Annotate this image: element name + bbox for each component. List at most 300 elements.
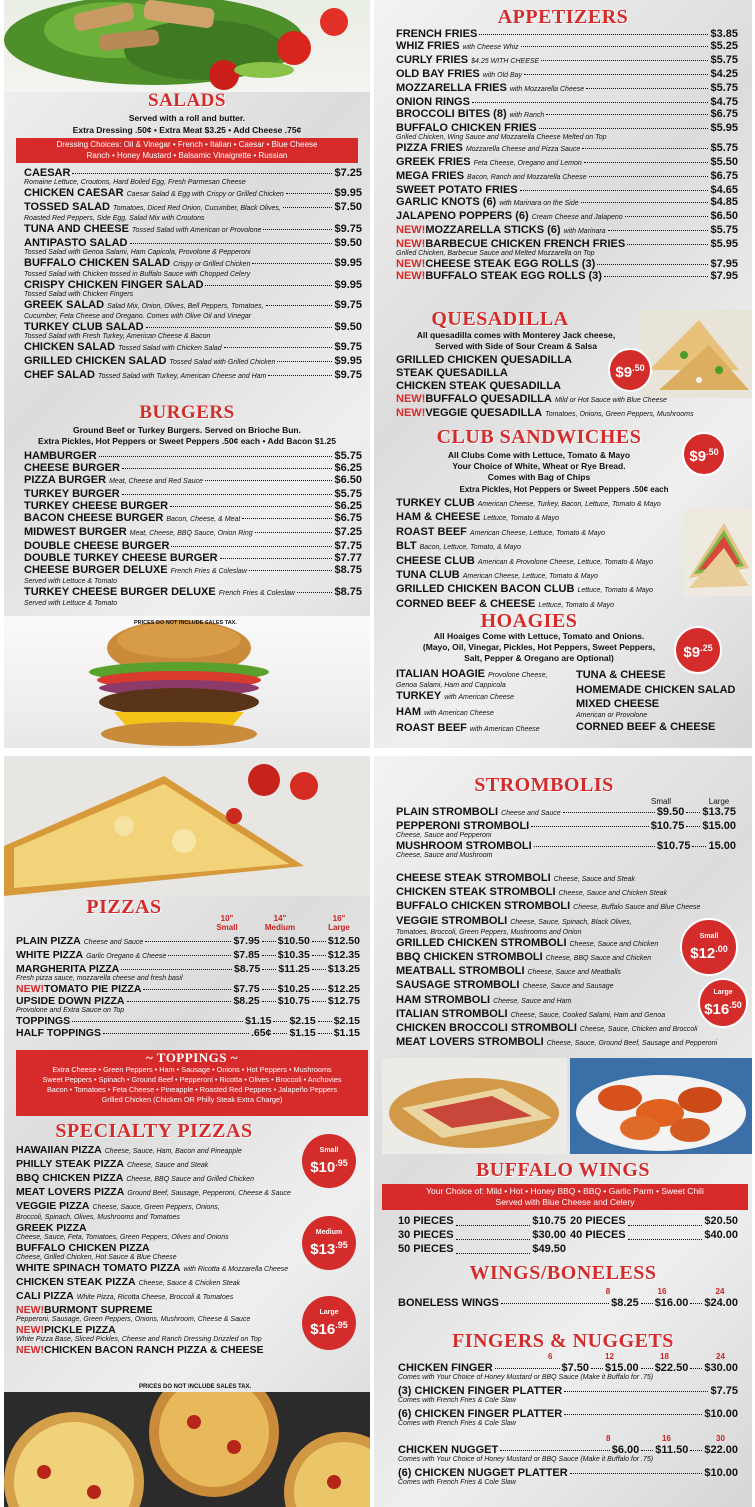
wings-cell [570,1228,738,1242]
leader-dots [472,102,709,103]
leader-dots [297,592,333,593]
boneless-name: BONELESS WINGS [398,1297,499,1309]
item-description: Tossed Salad with Chicken Salad [118,345,222,352]
boneless-h2: 16 [657,1287,667,1296]
pizza-row [16,1027,360,1039]
wings-count: 30 PIECES [398,1229,454,1241]
wings-price: $40.00 [704,1229,738,1241]
item-name: (3) CHICKEN FINGER PLATTER [398,1385,563,1397]
menu-item [396,28,738,40]
price-small: $8.75 [234,963,261,975]
item-name: HAWAIIAN PIZZA [16,1144,102,1156]
pizza-row [16,949,360,963]
menu-item [396,526,696,540]
item-description: Cheese, Sauce and Steak [553,876,635,883]
item-name: BUFFALO CHICKEN FRIES [396,122,537,134]
item-description: Mild or Hot Sauce with Blue Cheese [554,397,667,404]
item-name: HAM & CHEESE [396,511,481,524]
leader-dots [263,229,332,230]
fingers-title: FINGERS & NUGGETS [452,1330,674,1352]
boneless-row [398,1297,738,1309]
leader-dots [286,193,333,194]
leader-dots [456,1226,531,1240]
item-subtext: Served with Lettuce & Tomato [24,600,118,607]
pizza-photo [4,756,370,896]
item-description: American Cheese, Lettuce, Tomato & Mayo [462,573,598,581]
menu-item [396,886,746,900]
leader-dots [521,46,709,47]
item-name: CHICKEN SALAD [24,341,116,353]
toppings-line-1: Extra Cheese • Green Peppers • Ham • Sausage • Onions • Hot Peppers • Mushrooms [52,1065,332,1074]
item-name: JALAPENO POPPERS (6) [396,210,529,222]
menu-item [396,994,746,1008]
menu-item [396,690,576,704]
price-small: $7.85 [233,949,260,961]
item-subtext: Provolone and Extra Sauce on Top [16,1007,125,1014]
item-description: Cheese and Sauce [83,939,144,946]
item-name: CRISPY CHICKEN FINGER SALAD [24,279,204,291]
item-price: $6.50 [334,474,362,486]
item-description: Cheese, Sauce, Spinach, Black Olives, [510,918,632,926]
menu-item [396,511,696,525]
menu-item [16,1186,346,1200]
leader-dots [143,989,231,990]
menu-item [396,170,738,184]
item-price: $6.50 [710,210,738,222]
dressing-line-1: Dressing Choices: Oil & Vinegar • French • Italian • Caesar • Blue Cheese [56,140,318,149]
pizza-row [16,983,360,995]
leader-dots [584,162,709,163]
item-name: GARLIC KNOTS (6) [396,196,497,208]
toppings-title: ~ TOPPINGS ~ [145,1050,238,1065]
item-name: BUFFALO QUESADILLA [425,393,552,405]
small-size: 10" [220,914,234,923]
leader-dots [268,375,332,376]
new-badge: NEW! [396,238,426,250]
item-name: BUFFALO STEAK EGG ROLLS (3) [425,270,602,282]
item-subtext: Comes with Your Choice of Honey Mustard or BBQ Sauce (Make it Buffalo for .75) [398,1374,654,1381]
pizza-row [16,995,360,1007]
item-price: $9.75 [334,223,362,235]
price-large: $12.75 [327,995,360,1007]
salad-image [4,0,370,92]
item-name: GREEK FRIES [396,156,471,168]
item-subtext: White Pizza Base, Sliced Pickles, Cheese and Ranch Dressing Drizzled on Top [16,1336,262,1343]
menu-item [396,872,746,886]
item-subtext: Cheese, Sauce and Pepperoni [396,832,492,839]
menu-item [396,54,738,68]
leader-dots [586,88,708,89]
appetizers-list [396,28,738,282]
item-description: Lettuce, Tomato & Mayo [483,515,559,523]
item-price: $9.95 [334,355,362,367]
size-count: 12 [605,1352,614,1361]
wings-price: $20.50 [704,1215,738,1227]
item-description: with Ranch [509,112,545,119]
menu-item [24,187,362,201]
item-name: BURMONT SUPREME [44,1304,153,1316]
item-name: CHEF SALAD [24,369,95,381]
item-description: with Old Bay [482,72,523,79]
leader-dots [628,1212,703,1226]
salad-photo [4,0,370,92]
boneless-p3: $24.00 [704,1297,738,1309]
clubs-note-2: Your Choice of White, Wheat or Rye Bread. [452,461,626,471]
size-count: 6 [548,1352,553,1361]
menu-item [396,142,738,156]
leader-dots [220,558,333,559]
leader-dots [273,1033,287,1034]
specialty-tax-note: PRICES DO NOT INCLUDE SALES TAX. [139,1384,252,1390]
item-description: Cream Cheese and Jalapeno [531,214,623,221]
item-description: Cheese, Sauce and Chicken [569,940,659,948]
item-price: $9.75 [334,369,362,381]
item-name: PLAIN PIZZA [16,935,81,947]
leader-dots [171,546,332,547]
item-name: HALF TOPPINGS [16,1027,101,1039]
item-description: Meat, Cheese, BBQ Sauce, Onion Ring [129,530,253,537]
item-description: Cheese, BBQ Sauce and Chicken [545,955,652,963]
menu-item [24,488,362,500]
item-price: $5.75 [334,488,362,500]
specialty-small-price: $10 [310,1158,336,1176]
item-price: $9.75 [334,299,362,311]
leader-dots [641,1368,653,1369]
item-name: DOUBLE CHEESE BURGER [24,540,170,552]
item-name: GRILLED CHICKEN BACON CLUB [396,583,575,596]
new-badge: NEW! [396,258,426,270]
pizza-image [4,756,370,896]
quesadilla-note-2: Served with Side of Sour Cream & Salsa [434,341,598,351]
item-name: PLAIN STROMBOLI [396,806,499,818]
item-price: $7.95 [710,258,738,270]
leader-dots [262,1001,276,1002]
item-name: STEAK QUESADILLA [396,367,508,379]
item-price: $4.25 [710,68,738,80]
burger-image [4,616,370,748]
item-price: $7.75 [334,540,362,552]
clubs-title: CLUB SANDWICHES [436,426,642,448]
item-description: with Ricotta & Mozzarella Cheese [183,1266,289,1273]
clubs-note-1: All Clubs Come with Lettuce, Tomato & Mayo [447,450,631,460]
quesadilla-title: QUESADILLA [431,308,569,330]
pizza-size-large [319,914,359,932]
item-description: Cheese, Sauce and Ham [493,997,572,1005]
specialty-medium-price: $13 [310,1240,336,1258]
item-price: $10.00 [704,1408,738,1420]
menu-item [396,497,696,511]
leader-dots [312,1001,326,1002]
item-name: BUFFALO CHICKEN PIZZA [16,1242,150,1254]
price-large: $15.00 [702,820,736,832]
salads-list [24,167,362,383]
item-description: Cheese, Sauce and Steak [126,1162,209,1169]
item-subtext: Grilled Chicken, Barbecue Sauce and Melted Mozzarella on Top [396,250,595,257]
specialty-small-cents: .95 [335,1157,348,1168]
item-description: Cheese, Sauce & Chicken Steak [138,1280,241,1287]
leader-dots [168,955,231,956]
size-count: 16 [662,1434,671,1443]
specialty-title: SPECIALTY PIZZAS [55,1120,253,1142]
item-price: $9.50 [334,321,362,333]
leader-dots [312,955,326,956]
leader-dots [524,74,708,75]
size-count: 8 [606,1434,611,1443]
item-subtext: Comes with French Fries & Cole Slaw [398,1397,516,1404]
item-price: $30.00 [704,1362,738,1374]
leader-dots [591,1368,603,1369]
item-subtext: Cheese, Sauce, Feta, Tomatoes, Green Peppers, Olives and Onions [16,1234,229,1241]
menu-item [396,569,696,583]
leader-dots [312,969,326,970]
item-name: TUNA & CHEESE [576,669,666,681]
leader-dots [224,347,333,348]
menu-item [396,82,738,96]
menu-item [16,1290,346,1304]
item-name: TURKEY CHEESE BURGER [24,500,169,512]
new-badge: NEW! [396,407,426,419]
item-subtext: Grilled Chicken, Wing Sauce and Mozzarella Cheese Melted on Top [396,134,607,141]
leader-dots [249,570,333,571]
leader-dots [127,1001,232,1002]
new-badge: NEW! [16,1344,44,1356]
hoagies-price: $9 [683,643,701,661]
burgers-extras: Extra Pickles, Hot Peppers or Sweet Peppers .50¢ each • Add Bacon $1.25 [38,436,336,446]
item-name: GRILLED CHICKEN QUESADILLA [396,354,572,366]
item-name: MOZZARELLA FRIES [396,82,507,94]
leader-dots [283,207,333,208]
item-subtext: Romaine Lettuce, Croutons, Hard Boiled Egg, Fresh Parmesan Cheese [24,179,246,186]
leader-dots [564,1391,708,1392]
menu-item [24,167,362,179]
item-name: UPSIDE DOWN PIZZA [16,995,125,1007]
menu-item [396,540,696,554]
small-label: Small [216,923,238,932]
price-large: $12.25 [327,983,360,995]
medium-size: 14" [273,914,287,923]
leader-dots [262,941,276,942]
menu-item [24,321,362,333]
item-name: ROAST BEEF [396,722,467,734]
large-label: Large [328,923,350,932]
menu-item [24,526,362,540]
size-count: 30 [716,1434,725,1443]
specialty-large-cents: .95 [335,1319,348,1330]
leader-dots [122,494,333,495]
menu-item [24,450,362,462]
panel-pizzas [4,756,370,1507]
item-name: WHIZ FRIES [396,40,460,52]
item-subtext: Tossed Salad with Chicken Fingers [24,291,134,298]
item-description: with Cheese Whiz [462,44,519,51]
pizza-row [16,1015,360,1027]
leader-dots [500,1450,610,1451]
item-description: Tossed Salad with American or Provolone [131,227,262,234]
item-description: Cheese, Sauce, Chicken and Broccoli [579,1026,698,1034]
leader-dots [170,506,332,507]
item-description: Bacon, Ranch and Mozzarella Cheese [467,174,587,181]
item-name: VEGGIE STROMBOLI [396,914,508,927]
clubs-price: $9 [689,447,707,465]
item-name: TUNA CLUB [396,569,460,582]
item-name: MIXED CHEESE [576,698,660,710]
menu-item [396,270,738,282]
menu-item [396,184,738,196]
wings-count: 40 PIECES [570,1229,626,1241]
price-medium: $2.15 [289,1015,316,1027]
stromboli-large-badge [698,978,748,1028]
item-name: SWEET POTATO FRIES [396,184,518,196]
item-subtext: Cucumber, Feta Cheese and Oregano. Comes with Olive Oil and Vinegar [24,313,252,320]
hoagies-right-list [576,668,752,734]
price-medium: $10.50 [277,935,310,947]
item-name: BROCCOLI BITES (8) [396,108,507,120]
price-small: $1.15 [245,1015,272,1027]
item-description: Crispy or Grilled Chicken [173,261,251,268]
large-size: 16" [332,914,346,923]
size-count: 18 [660,1352,669,1361]
menu-item [396,224,738,238]
item-description: Cheese, Sauce, Cooked Salami, Ham and Genoa [510,1011,666,1019]
item-description: Tomatoes, Onions, Green Peppers, Mushrooms [545,411,694,418]
quesadilla-price: $9 [615,363,633,381]
item-price: $7.25 [334,167,362,179]
menu-item [24,299,362,313]
price-small: $9.50 [656,806,685,818]
leader-dots [625,216,709,217]
item-description: Caesar Salad & Egg with Crispy or Grilled Chicken [126,191,284,198]
leader-dots [312,941,326,942]
item-name: BARBECUE CHICKEN FRENCH FRIES [425,238,626,250]
menu-item [396,40,738,54]
menu-item [396,108,738,122]
stromboli-size-large: Large [708,797,730,806]
leader-dots [277,361,332,362]
item-name: TOMATO PIE PIZZA [44,983,142,995]
item-name: VEGGIE PIZZA [16,1200,90,1212]
dressing-line-2: Ranch • Honey Mustard • Balsamic Vinaigrette • Russian [86,150,288,160]
multi-price-row [398,1444,738,1456]
panel-salads-burgers [4,0,370,748]
item-price: $6.75 [710,108,738,120]
specialty-large-badge [302,1296,356,1350]
price-small: $7.95 [233,935,260,947]
item-name: CHEESE STEAK EGG ROLLS (3) [425,258,596,270]
item-name: MIDWEST BURGER [24,526,127,538]
price-large: $1.15 [333,1027,360,1039]
size-header-row [398,1352,738,1362]
wings-count: 50 PIECES [398,1243,454,1255]
leader-dots [686,812,700,813]
stromboli-row [396,820,736,832]
strombolis-title: STROMBOLIS [474,774,614,796]
item-price: $11.50 [655,1444,689,1456]
leader-dots [262,969,276,970]
item-price: $22.50 [654,1362,689,1374]
stromboli-small-price: $12 [690,944,716,962]
leader-dots [690,1368,702,1369]
item-price: $5.75 [334,450,362,462]
item-subtext: Tossed Salad with Chicken tossed in Buffalo Sauce with Chopped Celery [24,271,251,278]
stromboli-small-cents: .00 [715,943,728,954]
appetizers-title: APPETIZERS [497,6,629,28]
item-price: $6.25 [334,462,362,474]
panel-appetizers [374,0,752,748]
leader-dots [539,128,709,129]
item-description: Tossed Salad with Turkey, American Cheese and Ham [97,373,267,380]
stromboli-image [382,1058,567,1154]
item-description: Bacon, Lettuce, Tomato, & Mayo [419,544,521,552]
price-small: $8.25 [233,995,260,1007]
stromboli-row [396,840,736,852]
menu-item [398,1467,738,1479]
item-subtext: Comes with French Fries & Cole Slaw [398,1479,516,1486]
size-header-row [398,1434,738,1444]
boneless-p1: $8.25 [611,1297,639,1309]
item-description: Cheese and Sauce [501,810,561,817]
item-description: Lettuce, Tomato & Mayo [577,587,654,595]
menu-item [24,500,362,512]
item-price: $5.75 [710,82,738,94]
stromboli-small-badge [680,918,738,976]
hoagies-left-list [396,668,576,736]
menu-item [24,564,362,578]
menu-item [24,540,362,552]
leader-dots [318,1021,332,1022]
leader-dots [121,969,232,970]
item-price: $6.00 [611,1444,640,1456]
price-medium: $10.25 [277,983,310,995]
specialty-large-price: $16 [310,1320,336,1338]
item-name: GRILLED CHICKEN STROMBOLI [396,936,567,949]
item-price: $7.75 [710,1385,738,1397]
quesadilla-list [396,354,736,421]
hoagies-note-1: All Hoaiges Come with Lettuce, Tomato and Onions. [433,631,645,641]
price-small: $10.75 [656,840,691,852]
menu-item [396,196,738,210]
leader-dots [563,812,655,813]
item-name: VEGGIE QUESADILLA [425,407,543,419]
item-description: Cheese, Buffalo Sauce and Blue Cheese [573,904,701,912]
leader-dots [627,244,708,245]
item-subtext: Fresh pizza sauce, mozzarella cheese and fresh basil [16,975,183,982]
item-price: $9.95 [334,257,362,269]
menu-item [24,237,362,249]
item-name: MEAT LOVERS PIZZA [16,1186,125,1198]
item-description: Lettuce, Tomato & Mayo [538,601,614,609]
stromboli-row [396,806,736,820]
item-subtext: Pepperoni, Sausage, Green Peppers, Onions, Mushroom, Cheese & Sauce [16,1316,251,1323]
item-price: $5.25 [710,40,738,52]
menu-item [16,1262,346,1276]
leader-dots [103,1033,249,1034]
item-price: $5.95 [710,122,738,134]
item-name: CHEESE CLUB [396,554,475,567]
item-name: PIZZA FRIES [396,142,463,154]
leader-dots [628,1226,703,1240]
leader-dots [564,1414,702,1415]
item-name: MEATBALL STROMBOLI [396,965,525,978]
menu-item [396,210,738,224]
item-name: BBQ CHICKEN PIZZA [16,1172,124,1184]
wings-choice-line-1: Your Choice of: Mild • Hot • Honey BBQ • BBQ • Garlic Parm • Sweet Chili [426,1186,704,1196]
price-medium: $10.75 [277,995,310,1007]
dressing-choices-box [16,138,358,163]
item-description: with American Cheese [424,710,494,717]
menu-item [396,367,736,380]
clubs-price-cents: .50 [706,446,719,457]
menu-item [396,668,576,682]
